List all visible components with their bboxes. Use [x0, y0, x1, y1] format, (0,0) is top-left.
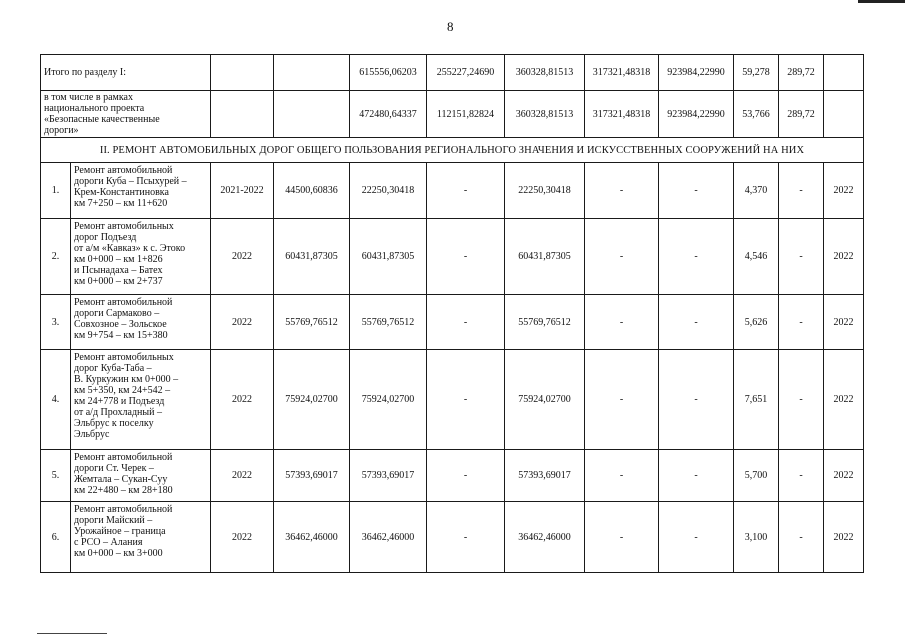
years: 2022	[211, 219, 274, 295]
page-number: 8	[447, 19, 454, 34]
cell: -	[585, 502, 659, 573]
length: 5,700	[734, 450, 779, 502]
row-number: 5.	[41, 450, 71, 502]
row-number: 6.	[41, 502, 71, 573]
cell	[274, 55, 350, 91]
section-row	[41, 138, 864, 163]
cost: 44500,60836	[274, 163, 350, 219]
fin-federal: -	[427, 219, 505, 295]
cell: -	[659, 295, 734, 350]
fin-federal: -	[427, 350, 505, 450]
years: 2022	[211, 450, 274, 502]
cost: 75924,02700	[274, 350, 350, 450]
length: 4,546	[734, 219, 779, 295]
years: 2022	[211, 295, 274, 350]
cell: 289,72	[779, 55, 824, 91]
cost: 60431,87305	[274, 219, 350, 295]
cell: 360328,81513	[505, 55, 585, 91]
fin-regional: 36462,46000	[505, 502, 585, 573]
fin-regional: 55769,76512	[505, 295, 585, 350]
length: 4,370	[734, 163, 779, 219]
length: 7,651	[734, 350, 779, 450]
fin-total: 55769,76512	[350, 295, 427, 350]
cell: 112151,82824	[427, 91, 505, 138]
fin-total: 36462,46000	[350, 502, 427, 573]
fin-federal: -	[427, 163, 505, 219]
cell: -	[779, 450, 824, 502]
road-name: Ремонт автомобильной дороги Ст. Черек – Жемтала – Сукан-Суу км 22+480 – км 28+180	[71, 450, 211, 502]
fin-federal: -	[427, 450, 505, 502]
cell: -	[585, 295, 659, 350]
road-name: Ремонт автомобильной дороги Куба – Псыхурей – Крем-Константиновка км 7+250 – км 11+620	[71, 163, 211, 219]
cell: -	[779, 163, 824, 219]
completion-year: 2022	[824, 295, 864, 350]
cell: -	[659, 502, 734, 573]
cell: -	[779, 350, 824, 450]
row-number: 4.	[41, 350, 71, 450]
fin-federal: -	[427, 502, 505, 573]
section-title: II. РЕМОНТ АВТОМОБИЛЬНЫХ ДОРОГ ОБЩЕГО ПОЛЬЗОВАНИЯ РЕГИОНАЛЬНОГО ЗНАЧЕНИЯ И ИСКУССТВЕННЫХ СООРУЖЕНИЙ НА НИХ	[41, 138, 864, 163]
table-row	[41, 450, 864, 502]
years: 2021-2022	[211, 163, 274, 219]
cell: 923984,22990	[659, 55, 734, 91]
subtotal-label: в том числе в рамках национального проекта «Безопасные качественные дороги»	[41, 91, 211, 138]
cell: -	[585, 163, 659, 219]
row-number: 3.	[41, 295, 71, 350]
road-name: Ремонт автомобильной дороги Сармаково – Совхозное – Зольское км 9+754 – км 15+380	[71, 295, 211, 350]
completion-year: 2022	[824, 163, 864, 219]
table-row	[41, 502, 864, 573]
cell	[274, 91, 350, 138]
cell: -	[659, 450, 734, 502]
cell: -	[585, 450, 659, 502]
cell: 615556,06203	[350, 55, 427, 91]
cost: 55769,76512	[274, 295, 350, 350]
cost: 57393,69017	[274, 450, 350, 502]
cell: -	[779, 502, 824, 573]
table-row	[41, 219, 864, 295]
cell: -	[659, 163, 734, 219]
cell: 317321,48318	[585, 91, 659, 138]
road-name: Ремонт автомобильных дорог Подъезд от а/м «Кавказ» к с. Этоко км 0+000 – км 1+826 и Псынадаха – Батех км 0+000 – км 2+737	[71, 219, 211, 295]
cell: 923984,22990	[659, 91, 734, 138]
cell: -	[585, 350, 659, 450]
fin-federal: -	[427, 295, 505, 350]
table-row	[41, 295, 864, 350]
cell: -	[779, 295, 824, 350]
cell: 360328,81513	[505, 91, 585, 138]
completion-year: 2022	[824, 502, 864, 573]
completion-year: 2022	[824, 450, 864, 502]
table-row	[41, 163, 864, 219]
fin-regional: 57393,69017	[505, 450, 585, 502]
length: 5,626	[734, 295, 779, 350]
cell: -	[659, 219, 734, 295]
fin-regional: 22250,30418	[505, 163, 585, 219]
cell	[824, 91, 864, 138]
cell: -	[779, 219, 824, 295]
years: 2022	[211, 350, 274, 450]
fin-total: 60431,87305	[350, 219, 427, 295]
fin-regional: 60431,87305	[505, 219, 585, 295]
fin-total: 75924,02700	[350, 350, 427, 450]
row-number: 2.	[41, 219, 71, 295]
cell: 317321,48318	[585, 55, 659, 91]
fin-regional: 75924,02700	[505, 350, 585, 450]
cell: 53,766	[734, 91, 779, 138]
total-label: Итого по разделу I:	[41, 55, 211, 91]
cell: -	[659, 350, 734, 450]
fin-total: 22250,30418	[350, 163, 427, 219]
cost: 36462,46000	[274, 502, 350, 573]
total-row	[41, 55, 864, 91]
completion-year: 2022	[824, 350, 864, 450]
cell: 59,278	[734, 55, 779, 91]
years: 2022	[211, 502, 274, 573]
table-row	[41, 350, 864, 450]
completion-year: 2022	[824, 219, 864, 295]
road-works-table	[40, 54, 864, 573]
cell	[211, 91, 274, 138]
cell: 472480,64337	[350, 91, 427, 138]
footnote-rule	[37, 633, 107, 634]
fin-total: 57393,69017	[350, 450, 427, 502]
cell: -	[585, 219, 659, 295]
road-name: Ремонт автомобильной дороги Майский – Урожайное – граница с РСО – Алания км 0+000 – км 3+000	[71, 502, 211, 573]
length: 3,100	[734, 502, 779, 573]
cell	[211, 55, 274, 91]
subtotal-row	[41, 91, 864, 138]
road-name: Ремонт автомобильных дорог Куба-Таба – В. Куркужин км 0+000 – км 5+350, км 24+542 – км 24+778 и Подъезд от а/д Прохладный – Эльбрус к поселку Эльбрус	[71, 350, 211, 450]
corner-mark	[858, 0, 905, 3]
cell: 289,72	[779, 91, 824, 138]
row-number: 1.	[41, 163, 71, 219]
cell	[824, 55, 864, 91]
cell: 255227,24690	[427, 55, 505, 91]
